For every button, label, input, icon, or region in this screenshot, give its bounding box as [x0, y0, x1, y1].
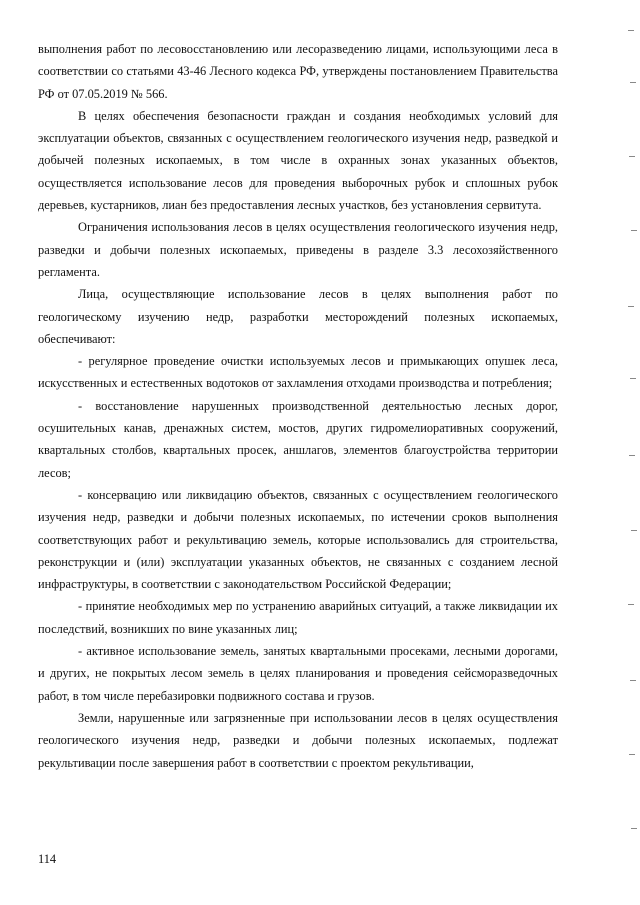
- margin-mark: [631, 530, 637, 531]
- list-item-conservation: - консервацию или ликвидацию объектов, связанных с осуществлением геологического изучения недр, разведки и добычи полезных ископаемых, по истечении сроков выполнения соответствующих работ и рекультивацию земель, которые использовались для строительства, реконструкции и (или) эксплуатации указанных объектов, не связанных с созданием лесной инфраструктуры, в соответствии с законодательством Российской Федерации;: [38, 487, 558, 592]
- margin-mark: [630, 82, 636, 83]
- paragraph-recultivation: Земли, нарушенные или загрязненные при использовании лесов в целях осуществления геологического изучения недр, разведки и добычи полезных ископаемых, подлежат рекультивации после завершения работ в соответствии с проектом рекультивации,: [38, 710, 558, 770]
- margin-mark: [628, 306, 634, 307]
- margin-mark: [628, 604, 634, 605]
- margin-mark: [629, 754, 635, 755]
- list-item-restoration: - восстановление нарушенных производственной деятельностью лесных дорог, осушительных канав, дренажных систем, мостов, других гидромелиоративных сооружений, квартальных столбов, квартальных просек, аншлагов, элементов благоустройства территории лесов;: [38, 398, 558, 480]
- list-item-cleaning: - регулярное проведение очистки используемых лесов и примыкающих опушек леса, искусственных и естественных водотоков от захламления отходами производства и потребления;: [38, 354, 558, 391]
- margin-mark: [630, 680, 636, 681]
- paragraph-2: В целях обеспечения безопасности граждан и создания необходимых условий для эксплуатации объектов, связанных с осуществлением геологического изучения недр, разведкой и добычей полезных ископаемых, в том числе в охранных зонах указанных объектов, осуществляется использование лесов для проведения выборочных рубок и сплошных рубок деревьев, кустарников, лиан без предоставления лесных участков, без установления сервитута.: [38, 108, 558, 213]
- margin-mark: [628, 30, 634, 31]
- margin-mark: [629, 455, 635, 456]
- scan-margin-marks: [610, 0, 640, 905]
- paragraph-4: Лица, осуществляющие использование лесов в целях выполнения работ по геологическому изучению недр, разработки месторождений полезных ископаемых, обеспечивают:: [38, 287, 558, 346]
- margin-mark: [631, 230, 637, 231]
- list-item-seismic: - активное использование земель, занятых квартальными просеками, лесными дорогами, и других, не покрытых лесом земель в целях планирования и проведения сейсморазведочных работ, в том числе перебазировки подвижного состава и грузов.: [38, 644, 558, 703]
- paragraph-3: Ограничения использования лесов в целях осуществления геологического изучения недр, разведки и добычи полезных ископаемых, приведены в разделе 3.3 лесохозяйственного регламента.: [38, 220, 558, 279]
- document-body: [38, 38, 558, 774]
- margin-mark: [630, 378, 636, 379]
- page-number: 114: [38, 852, 57, 866]
- margin-mark: [629, 156, 635, 157]
- paragraph-1: выполнения работ по лесовосстановлению или лесоразведению лицами, использующими леса в соответствии со статьями 43-46 Лесного кодекса РФ, утверждены постановлением Правительства РФ от 07.05.2019 № 566.: [38, 42, 558, 101]
- list-item-emergency: - принятие необходимых мер по устранению аварийных ситуаций, а также ликвидации их последствий, возникших по вине указанных лиц;: [38, 599, 558, 636]
- margin-mark: [631, 828, 637, 829]
